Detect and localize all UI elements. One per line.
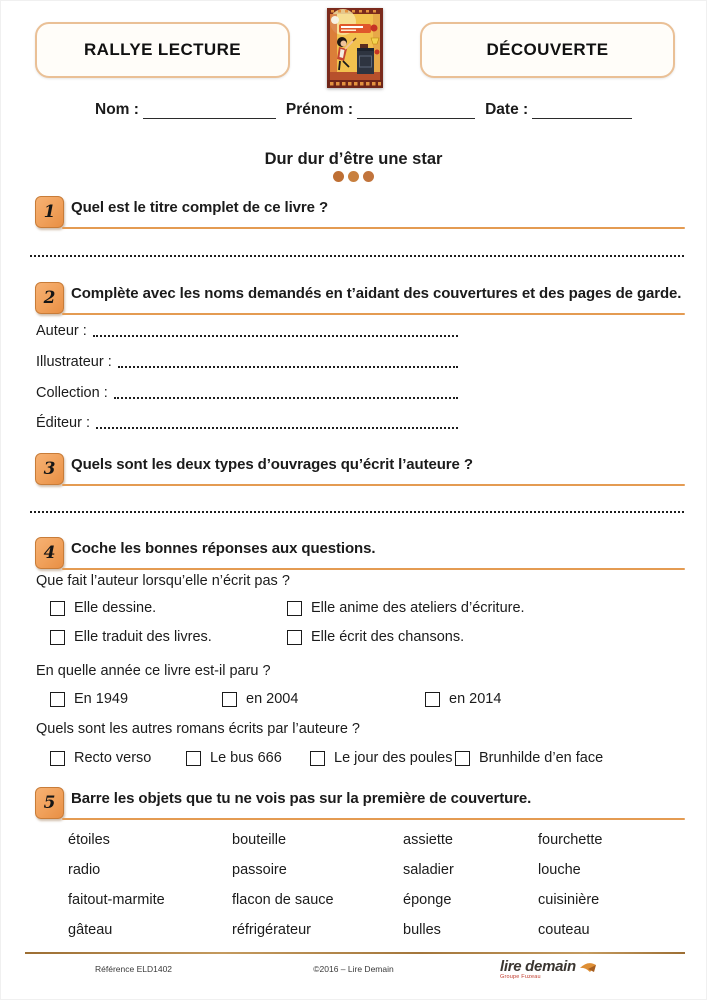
option-le-jour-des-poules (310, 748, 455, 768)
option-label: Elle écrit des chansons. (311, 629, 465, 645)
question-5-number: 5 (35, 787, 64, 819)
lire-demain-swoosh-icon (578, 960, 598, 974)
collection-answer-line[interactable] (114, 385, 458, 399)
identity-row (95, 101, 632, 119)
question-2-rule (62, 313, 685, 316)
option-label: en 2004 (246, 691, 299, 707)
option-en-2014 (425, 689, 501, 709)
option-label: Recto verso (74, 750, 152, 766)
word-item[interactable]: radio (68, 862, 101, 878)
option-label: en 2014 (449, 691, 502, 707)
publisher-label: Éditeur : (36, 415, 90, 431)
question-4-sub3-text: Quels sont les autres romans écrits par l’auteure ? (36, 721, 360, 737)
checkbox-en-1949[interactable] (50, 692, 65, 707)
question-1-rule (62, 227, 685, 230)
option-en-2004 (222, 689, 425, 709)
option-label: Elle anime des ateliers d’écriture. (311, 600, 525, 616)
question-4-number: 4 (35, 537, 64, 569)
option-label: Le jour des poules (334, 750, 453, 766)
name-field (95, 101, 276, 119)
option-le-bus-666 (186, 748, 310, 768)
dot-icon (363, 171, 374, 182)
option-label: Elle dessine. (74, 600, 157, 616)
question-2-text: Complète avec les noms demandés en t’aidant des couvertures et des pages de garde. (71, 285, 682, 302)
word-item[interactable]: passoire (232, 862, 287, 878)
question-5-text: Barre les objets que tu ne vois pas sur la première de couverture. (71, 790, 532, 807)
rallye-lecture-label: RALLYE LECTURE (83, 40, 242, 59)
collection-label: Collection : (36, 385, 108, 401)
collection-field (36, 385, 458, 401)
question-1-text: Quel est le titre complet de ce livre ? (71, 199, 329, 216)
word-item[interactable]: gâteau (68, 922, 113, 938)
illustrator-answer-line[interactable] (118, 354, 458, 368)
question-5-rule (62, 818, 685, 821)
footer-reference: Référence ELD1402 (95, 964, 173, 974)
date-input-line[interactable] (532, 103, 632, 119)
checkbox-elle-dessine[interactable] (50, 601, 65, 616)
word-item[interactable]: faitout-marmite (68, 892, 165, 908)
question-2-number: 2 (35, 282, 64, 314)
word-item[interactable]: éponge (403, 892, 452, 908)
option-brunhilde (455, 748, 603, 768)
illustrator-field (36, 354, 458, 370)
checkbox-elle-anime[interactable] (287, 601, 302, 616)
publisher-field (36, 415, 458, 431)
question-4-sub3-options (50, 748, 603, 768)
question-2-header (35, 282, 685, 315)
book-title-block (0, 150, 707, 182)
decouverte-label: DÉCOUVERTE (486, 40, 609, 59)
book-cover-illustration (327, 8, 383, 88)
option-recto-verso (50, 748, 186, 768)
question-3-rule (62, 484, 685, 487)
checkbox-elle-traduit[interactable] (50, 630, 65, 645)
date-label: Date : (485, 101, 529, 118)
question-1-header (35, 196, 685, 229)
author-field (36, 323, 458, 339)
option-label: Brunhilde d’en face (479, 750, 604, 766)
word-item[interactable]: fourchette (538, 832, 603, 848)
option-elle-ecrit-chansons (287, 627, 525, 647)
question-1-answer-line[interactable] (30, 255, 684, 257)
word-item[interactable]: étoiles (68, 832, 110, 848)
word-item[interactable]: cuisinière (538, 892, 600, 908)
checkbox-le-jour-des-poules[interactable] (310, 751, 325, 766)
name-input-line[interactable] (143, 103, 276, 119)
name-label: Nom : (95, 101, 139, 118)
checkbox-le-bus-666[interactable] (186, 751, 201, 766)
author-answer-line[interactable] (93, 323, 458, 337)
question-4-sub1-text: Que fait l’auteur lorsqu’elle n’écrit pas ? (36, 573, 290, 589)
checkbox-brunhilde[interactable] (455, 751, 470, 766)
question-4-text: Coche les bonnes réponses aux questions. (71, 540, 376, 557)
question-4-rule (62, 568, 685, 571)
word-item[interactable]: flacon de sauce (232, 892, 334, 908)
question-1-number: 1 (35, 196, 64, 228)
publisher-answer-line[interactable] (96, 415, 458, 429)
question-4-sub2-text: En quelle année ce livre est-il paru ? (36, 663, 271, 679)
date-field (485, 101, 632, 119)
checkbox-elle-ecrit-chansons[interactable] (287, 630, 302, 645)
word-item[interactable]: assiette (403, 832, 453, 848)
option-elle-traduit (50, 627, 287, 647)
lire-demain-logo-text: lire demain (500, 958, 576, 975)
lire-demain-logo (500, 958, 598, 980)
checkbox-recto-verso[interactable] (50, 751, 65, 766)
option-elle-anime (287, 598, 525, 618)
question-5-header (35, 787, 685, 820)
firstname-input-line[interactable] (357, 103, 475, 119)
lire-demain-logo-subtext: Groupe Fuzeau (500, 974, 541, 980)
word-item[interactable]: réfrigérateur (232, 922, 311, 938)
question-3-number: 3 (35, 453, 64, 485)
question-3-header (35, 453, 685, 486)
option-label: En 1949 (74, 691, 129, 707)
word-item[interactable]: bouteille (232, 832, 287, 848)
word-item[interactable]: bulles (403, 922, 441, 938)
dot-icon (333, 171, 344, 182)
option-en-1949 (50, 689, 222, 709)
footer-copyright: ©2016 – Lire Demain (313, 964, 394, 974)
question-4-sub1-options (50, 598, 525, 647)
question-5-word-grid (68, 832, 603, 942)
option-label: Elle traduit des livres. (74, 629, 212, 645)
book-cover-thumbnail (327, 8, 383, 88)
question-3-answer-line[interactable] (30, 511, 684, 513)
title-dots-decoration (0, 171, 707, 182)
author-label: Auteur : (36, 323, 87, 339)
word-item[interactable]: saladier (403, 862, 454, 878)
question-3-text: Quels sont les deux types d’ouvrages qu’écrit l’auteure ? (71, 456, 473, 473)
footer-divider (25, 952, 685, 954)
firstname-field (286, 101, 475, 119)
checkbox-en-2004[interactable] (222, 692, 237, 707)
dot-icon (348, 171, 359, 182)
rallye-lecture-badge (35, 22, 290, 78)
illustrator-label: Illustrateur : (36, 354, 112, 370)
book-title: Dur dur d’être une star (264, 150, 443, 168)
option-label: Le bus 666 (210, 750, 282, 766)
word-item[interactable]: louche (538, 862, 581, 878)
firstname-label: Prénom : (285, 101, 354, 118)
option-elle-dessine (50, 598, 287, 618)
checkbox-en-2014[interactable] (425, 692, 440, 707)
question-4-sub2-options (50, 689, 501, 709)
question-4-header (35, 537, 685, 570)
decouverte-badge (420, 22, 675, 78)
word-item[interactable]: couteau (538, 922, 590, 938)
